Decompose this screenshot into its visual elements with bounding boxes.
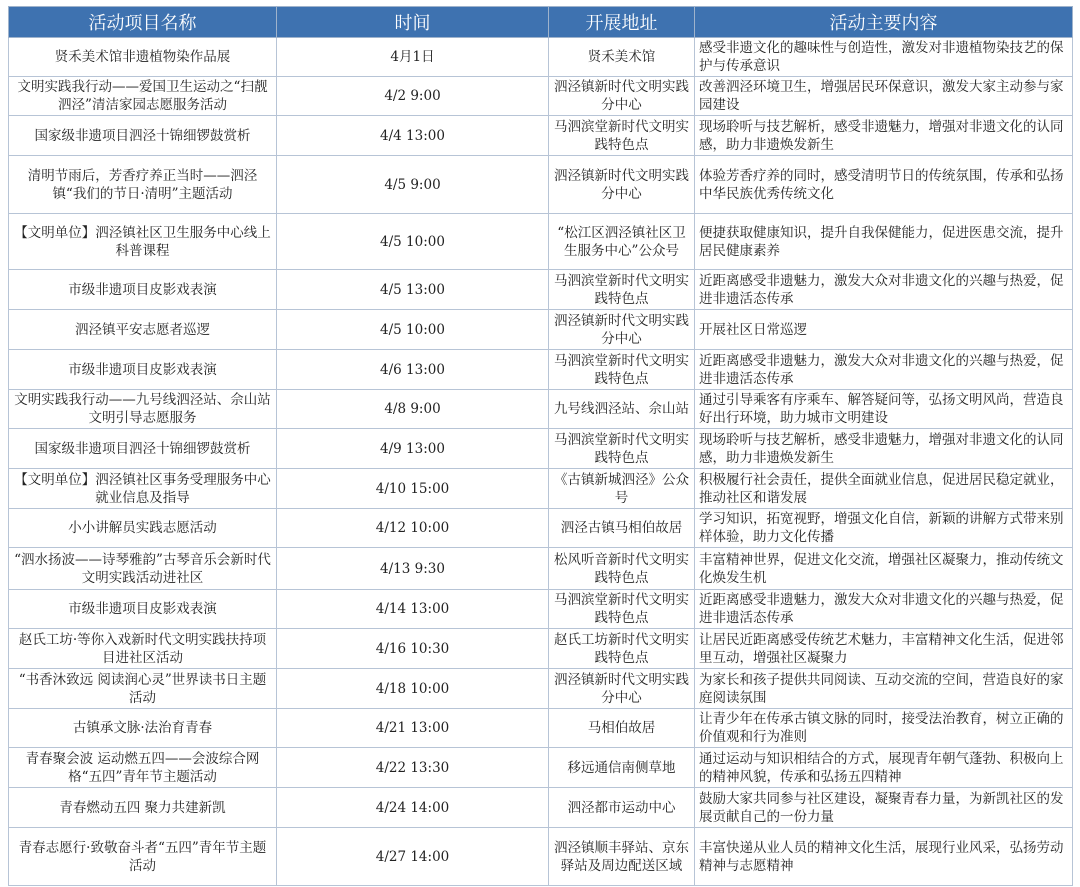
time-cell: 4/6 13:00 [277,350,549,390]
activity-name-cell: 青春燃动五四 聚力共建新凯 [9,788,277,828]
table-header-row [9,7,1073,38]
table-row [9,629,1073,669]
table-body [9,38,1073,886]
location-cell: 泗泾镇顺丰驿站、京东驿站及周边配送区域 [549,828,695,886]
activity-name-cell: 市级非遗项目皮影戏表演 [9,590,277,629]
activity-name-cell: 国家级非遗项目泗泾十锦细锣鼓赏析 [9,116,277,156]
table-row [9,669,1073,709]
header-location: 开展地址 [549,7,695,38]
activity-name-cell: 【文明单位】泗泾镇社区事务受理服务中心就业信息及指导 [9,469,277,509]
location-cell: 马泗滨堂新时代文明实践特色点 [549,350,695,390]
content-cell: 现场聆听与技艺解析，感受非遗魅力，增强对非遗文化的认同感，助力非遗焕发新生 [695,429,1073,469]
activity-name-cell: 青春聚会波 运动燃五四——会波综合网格“五四”青年节主题活动 [9,748,277,788]
content-cell: 让居民近距离感受传统艺术魅力，丰富精神文化生活，促进邻里互动，增强社区凝聚力 [695,629,1073,669]
activity-name-cell: 国家级非遗项目泗泾十锦细锣鼓赏析 [9,429,277,469]
table-row [9,214,1073,270]
content-cell: 通过运动与知识相结合的方式，展现青年朝气蓬勃、积极向上的精神风貌，传承和弘扬五四精神 [695,748,1073,788]
table-row [9,469,1073,509]
time-cell: 4/24 14:00 [277,788,549,828]
activity-name-cell: 小小讲解员实践志愿活动 [9,509,277,548]
activity-name-cell: 市级非遗项目皮影戏表演 [9,350,277,390]
time-cell: 4/27 14:00 [277,828,549,886]
table-row [9,77,1073,116]
content-cell: 为家长和孩子提供共同阅读、互动交流的空间，营造良好的家庭阅读氛围 [695,669,1073,709]
activity-name-cell: “泗水扬波——诗琴雅韵”古琴音乐会新时代文明实践活动进社区 [9,548,277,590]
content-cell: 近距离感受非遗魅力，激发大众对非遗文化的兴趣与热爱，促进非遗活态传承 [695,270,1073,310]
content-cell: 开展社区日常巡逻 [695,310,1073,350]
location-cell: 泗泾镇新时代文明实践分中心 [549,77,695,116]
table-row [9,390,1073,429]
activity-name-cell: 青春志愿行·致敬奋斗者“五四”青年节主题活动 [9,828,277,886]
location-cell: 泗泾镇新时代文明实践分中心 [549,156,695,214]
table-row [9,156,1073,214]
content-cell: 让青少年在传承古镇文脉的同时，接受法治教育，树立正确的价值观和行为准则 [695,709,1073,748]
activity-name-cell: 文明实践我行动——爱国卫生运动之“扫靓泗泾”清洁家园志愿服务活动 [9,77,277,116]
time-cell: 4/5 9:00 [277,156,549,214]
table-row [9,38,1073,77]
location-cell: 九号线泗泾站、佘山站 [549,390,695,429]
header-activity-name: 活动项目名称 [9,7,277,38]
time-cell: 4/12 10:00 [277,509,549,548]
header-content: 活动主要内容 [695,7,1073,38]
activity-name-cell: “书香沐致远 阅读润心灵”世界读书日主题活动 [9,669,277,709]
location-cell: 泗泾古镇马相伯故居 [549,509,695,548]
activity-name-cell: 【文明单位】泗泾镇社区卫生服务中心线上科普课程 [9,214,277,270]
location-cell: 赵氏工坊新时代文明实践特色点 [549,629,695,669]
time-cell: 4/2 9:00 [277,77,549,116]
content-cell: 积极履行社会责任，提供全面就业信息，促进居民稳定就业，推动社区和谐发展 [695,469,1073,509]
content-cell: 体验芳香疗养的同时，感受清明节日的传统氛围，传承和弘扬中华民族优秀传统文化 [695,156,1073,214]
time-cell: 4/9 13:00 [277,429,549,469]
content-cell: 近距离感受非遗魅力，激发大众对非遗文化的兴趣与热爱，促进非遗活态传承 [695,350,1073,390]
time-cell: 4/13 9:30 [277,548,549,590]
location-cell: 马泗滨堂新时代文明实践特色点 [549,270,695,310]
table-row [9,788,1073,828]
activity-name-cell: 贤禾美术馆非遗植物染作品展 [9,38,277,77]
table-row [9,709,1073,748]
time-cell: 4/22 13:30 [277,748,549,788]
content-cell: 现场聆听与技艺解析，感受非遗魅力，增强对非遗文化的认同感，助力非遗焕发新生 [695,116,1073,156]
location-cell: 马泗滨堂新时代文明实践特色点 [549,116,695,156]
content-cell: 改善泗泾环境卫生，增强居民环保意识，激发大家主动参与家园建设 [695,77,1073,116]
table-row [9,590,1073,629]
content-cell: 丰富快递从业人员的精神文化生活，展现行业风采，弘扬劳动精神与志愿精神 [695,828,1073,886]
table-row [9,828,1073,886]
table-row [9,270,1073,310]
table-row [9,748,1073,788]
location-cell: 泗泾镇新时代文明实践分中心 [549,310,695,350]
location-cell: 马泗滨堂新时代文明实践特色点 [549,590,695,629]
location-cell: 泗泾都市运动中心 [549,788,695,828]
table-row [9,116,1073,156]
content-cell: 近距离感受非遗魅力，激发大众对非遗文化的兴趣与热爱，促进非遗活态传承 [695,590,1073,629]
time-cell: 4月1日 [277,38,549,77]
time-cell: 4/5 13:00 [277,270,549,310]
location-cell: 《古镇新城泗泾》公众号 [549,469,695,509]
content-cell: 丰富精神世界，促进文化交流，增强社区凝聚力，推动传统文化焕发生机 [695,548,1073,590]
time-cell: 4/18 10:00 [277,669,549,709]
activity-name-cell: 清明节雨后，芳香疗养正当时——泗泾镇“我们的节日·清明”主题活动 [9,156,277,214]
activity-name-cell: 泗泾镇平安志愿者巡逻 [9,310,277,350]
activity-schedule-table [8,6,1073,886]
table-row [9,548,1073,590]
table-row [9,509,1073,548]
location-cell: 松风听音新时代文明实践特色点 [549,548,695,590]
location-cell: 贤禾美术馆 [549,38,695,77]
activity-name-cell: 文明实践我行动——九号线泗泾站、佘山站文明引导志愿服务 [9,390,277,429]
content-cell: 通过引导乘客有序乘车、解答疑问等，弘扬文明风尚，营造良好出行环境，助力城市文明建设 [695,390,1073,429]
content-cell: 便捷获取健康知识，提升自我保健能力，促进医患交流，提升居民健康素养 [695,214,1073,270]
table-row [9,310,1073,350]
location-cell: 马相伯故居 [549,709,695,748]
time-cell: 4/21 13:00 [277,709,549,748]
activity-name-cell: 赵氏工坊·等你入戏新时代文明实践扶持项目进社区活动 [9,629,277,669]
time-cell: 4/14 13:00 [277,590,549,629]
activity-name-cell: 古镇承文脉·法治育青春 [9,709,277,748]
time-cell: 4/8 9:00 [277,390,549,429]
time-cell: 4/10 15:00 [277,469,549,509]
location-cell: 移远通信南侧草地 [549,748,695,788]
time-cell: 4/16 10:30 [277,629,549,669]
content-cell: 学习知识，拓宽视野，增强文化自信，新颖的讲解方式带来别样体验，助力文化传播 [695,509,1073,548]
content-cell: 感受非遗文化的趣味性与创造性，激发对非遗植物染技艺的保护与传承意识 [695,38,1073,77]
time-cell: 4/4 13:00 [277,116,549,156]
content-cell: 鼓励大家共同参与社区建设，凝聚青春力量，为新凯社区的发展贡献自己的一份力量 [695,788,1073,828]
time-cell: 4/5 10:00 [277,310,549,350]
location-cell: “松江区泗泾镇社区卫生服务中心”公众号 [549,214,695,270]
time-cell: 4/5 10:00 [277,214,549,270]
location-cell: 马泗滨堂新时代文明实践特色点 [549,429,695,469]
table-row [9,429,1073,469]
table-row [9,350,1073,390]
activity-name-cell: 市级非遗项目皮影戏表演 [9,270,277,310]
header-time: 时间 [277,7,549,38]
location-cell: 泗泾镇新时代文明实践分中心 [549,669,695,709]
